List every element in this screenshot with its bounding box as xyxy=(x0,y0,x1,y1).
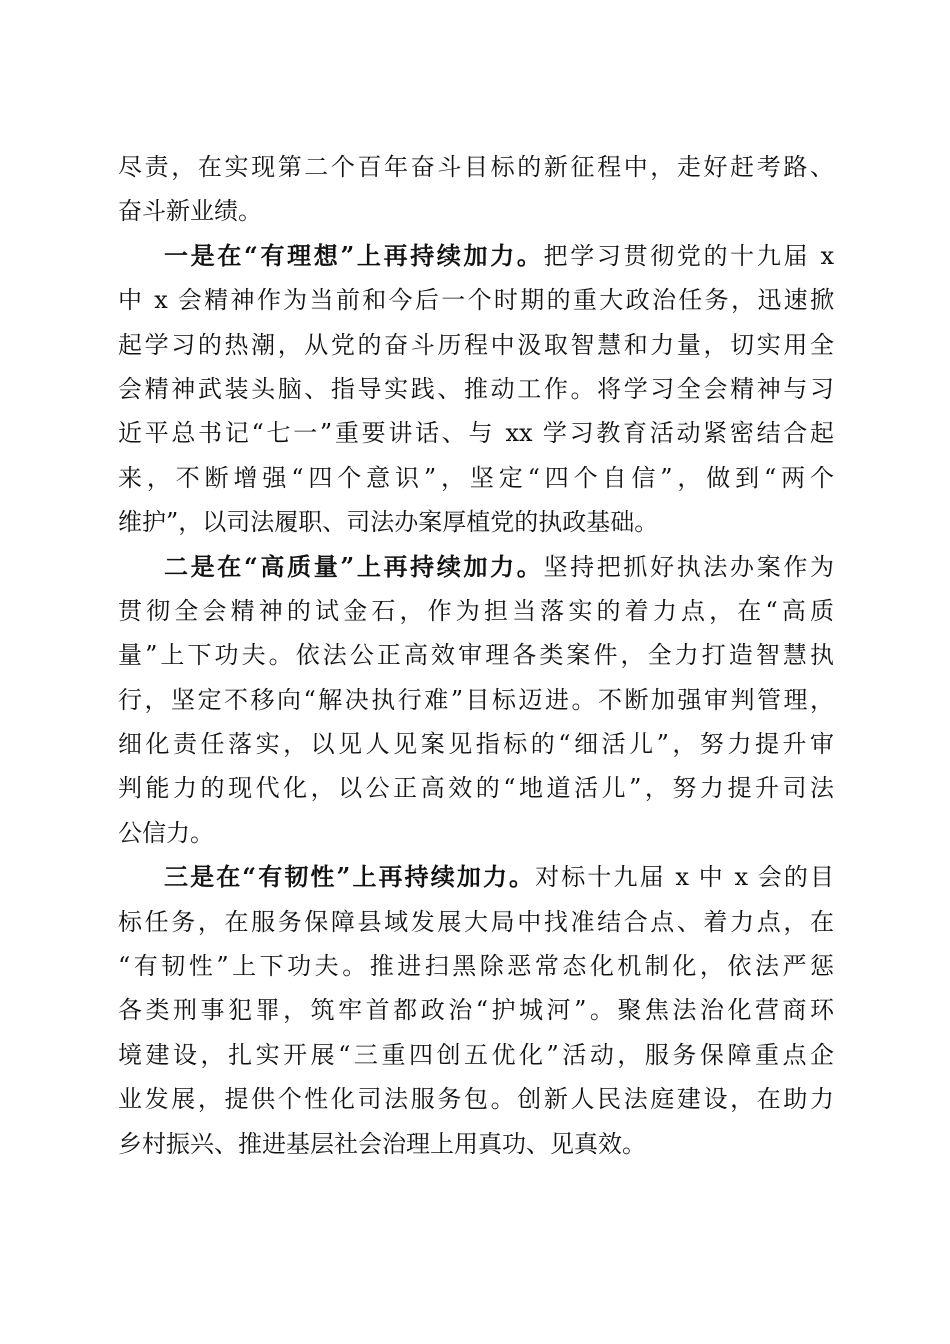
text-line: 境建设，扎实开展“三重四创五优化”活动，服务保障重点企 xyxy=(118,1040,834,1069)
paragraph-1-heading-line: 一是在“有理想”上再持续加力。把学习贯彻党的十九届 x xyxy=(164,240,834,270)
text-line: 各类刑事犯罪，筑牢首都政治“护城河”。聚焦法治化营商环 xyxy=(118,996,834,1025)
text-line: 会精神武装头脑、指导实践、推动工作。将学习全会精神与习 xyxy=(118,374,834,403)
text-line: 行，坚定不移向“解决执行难”目标迈进。不断加强审判管理， xyxy=(118,685,834,714)
text-line: 量”上下功夫。依法公正高效审理各类案件，全力打造智慧执 xyxy=(118,641,834,670)
text-line: 细化责任落实，以见人见案见指标的“细活儿”，努力提升审 xyxy=(118,730,834,759)
document-body xyxy=(118,145,834,1166)
text-line: “有韧性”上下功夫。推进扫黑除恶常态化机制化，依法严惩 xyxy=(118,952,834,981)
text-line: 奋斗新业绩。 xyxy=(118,197,262,226)
text-line: 近平总书记“七一”重要讲话、与 xx 学习教育活动紧密结合起 xyxy=(118,419,834,448)
text-line: 判能力的现代化，以公正高效的“地道活儿”，努力提升司法 xyxy=(118,774,834,803)
text-line: 公信力。 xyxy=(118,818,214,847)
text-line: 标任务，在服务保障县域发展大局中找准结合点、着力点，在 xyxy=(118,907,834,936)
text-line: 中 x 会精神作为当前和今后一个时期的重大政治任务，迅速掀 xyxy=(118,286,834,315)
paragraph-1-lead: 一是在“有理想”上再持续加力。 xyxy=(164,240,544,270)
text-line: 维护”，以司法履职、司法办案厚植党的执政基础。 xyxy=(118,508,659,537)
text-line: 业发展，提供个性化司法服务包。创新人民法庭建设，在助力 xyxy=(118,1085,834,1114)
text-line: 尽责，在实现第二个百年奋斗目标的新征程中，走好赶考路、 xyxy=(118,153,834,181)
text-line: 起学习的热潮，从党的奋斗历程中汲取智慧和力量，切实用全 xyxy=(118,330,834,359)
text-line: 贯彻全会精神的试金石，作为担当落实的着力点，在“高质 xyxy=(118,596,834,625)
paragraph-2-lead: 二是在“高质量”上再持续加力。 xyxy=(164,551,544,581)
text-line: 来，不断增强“四个意识”，坚定“四个自信”，做到“两个 xyxy=(118,463,834,492)
paragraph-3-heading-line: 三是在“有韧性”上再持续加力。对标十九届 x 中 x 会的目 xyxy=(164,862,835,892)
paragraph-3-lead: 三是在“有韧性”上再持续加力。 xyxy=(164,862,536,892)
text-line: 乡村振兴、推进基层社会治理上用真功、见真效。 xyxy=(118,1129,646,1158)
paragraph-2-heading-line: 二是在“高质量”上再持续加力。坚持把抓好执法办案作为 xyxy=(164,551,835,581)
